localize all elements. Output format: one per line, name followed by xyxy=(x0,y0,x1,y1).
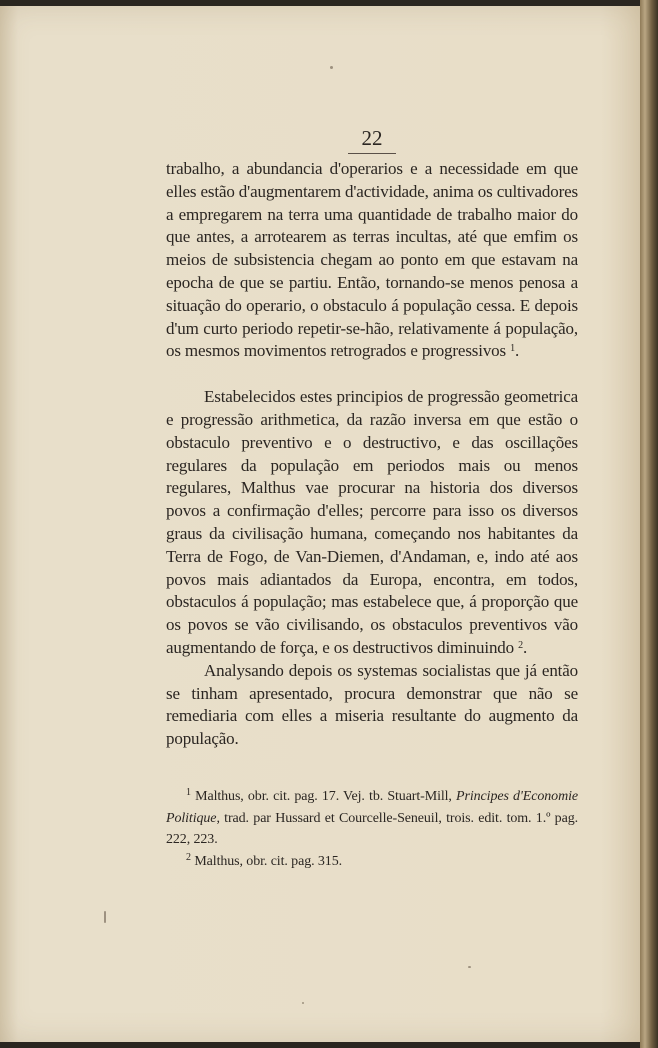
book-spine-edge xyxy=(640,0,658,1048)
footnote-1-rest: , trad. par Hussard et Courcelle-Seneuil, trois. edit. tom. 1.º pag. 222, 223. xyxy=(166,810,578,847)
page-number: 22 xyxy=(361,126,383,150)
footnote-2-text: Malthus, obr. cit. pag. 315. xyxy=(194,853,342,869)
paragraph-3 xyxy=(166,660,578,751)
paper-speck xyxy=(468,966,471,968)
paragraph-1-text: trabalho, a abundancia d'operarios e a necessidade em que elles estão d'augmentarem d'actividade, anima os cultivadores a empregarem na terra uma quantidade de trabalho maior do que antes, a arrotearem as terras incultas, até que emfim os meios de subsistencia chegam ao ponto em que estavam na epocha de que se partiu. Então, tornando-se menos penosa a situação do operario, o obstaculo á população cessa. E depois d'um curto periodo repetir-se-hão, relativamente á população, os mesmos movimentos retrogrados e progressivos xyxy=(166,159,578,361)
paragraph-2-end: . xyxy=(522,637,528,657)
paper-speck xyxy=(302,1002,304,1004)
footnote-1 xyxy=(166,786,578,851)
footnotes xyxy=(166,786,578,872)
footnote-ref-2: 2 xyxy=(518,639,523,651)
paper-leaf xyxy=(0,6,640,1042)
footnote-1-title: Principes d'Economie Politique xyxy=(166,789,578,826)
body-text xyxy=(166,158,578,751)
paragraph-3-text: Analysando depois os systemas socialistas que já então se tinham apresentado, procura demonstrar que não se remediaria com elles a miseria resultante do augmento da população. xyxy=(166,660,578,749)
paper-speck xyxy=(330,66,333,69)
footnote-mark-2: 2 xyxy=(186,851,191,863)
footnote-1-text: Malthus, obr. cit. pag. 17. Vej. tb. Stuart-Mill, xyxy=(195,789,452,804)
header-rule xyxy=(348,153,396,154)
footnote-2 xyxy=(166,851,578,873)
footnote-mark-1: 1 xyxy=(186,787,191,798)
paper-speck xyxy=(104,911,106,923)
paragraph-2 xyxy=(166,386,578,660)
footnote-ref-1: 1 xyxy=(510,343,515,355)
paragraph-2-text: Estabelecidos estes principios de progressão geometrica e progressão arithmetica, da razão inversa em que estão o obstaculo preventivo e o destructivo, e das oscillações regulares da população em periodos mais ou menos regulares, Malthus vae procurar na historia dos diversos povos a confirmação d'elles; percorre para isso os diversos graus da civilisação humana, começando nos habitantes da Terra de Fogo, de Van-Diemen, d'Andaman, e, indo até aos povos mais adiantados da Europa, encontra, em todos, obstaculos á população; mas estabelece que, á proporção que os povos se vão civilisando, os obstaculos preventivos vão augmentando de força, e os destructivos diminuindo xyxy=(166,387,578,657)
paragraph-1 xyxy=(166,158,578,363)
paragraph-1-end: . xyxy=(514,341,520,361)
